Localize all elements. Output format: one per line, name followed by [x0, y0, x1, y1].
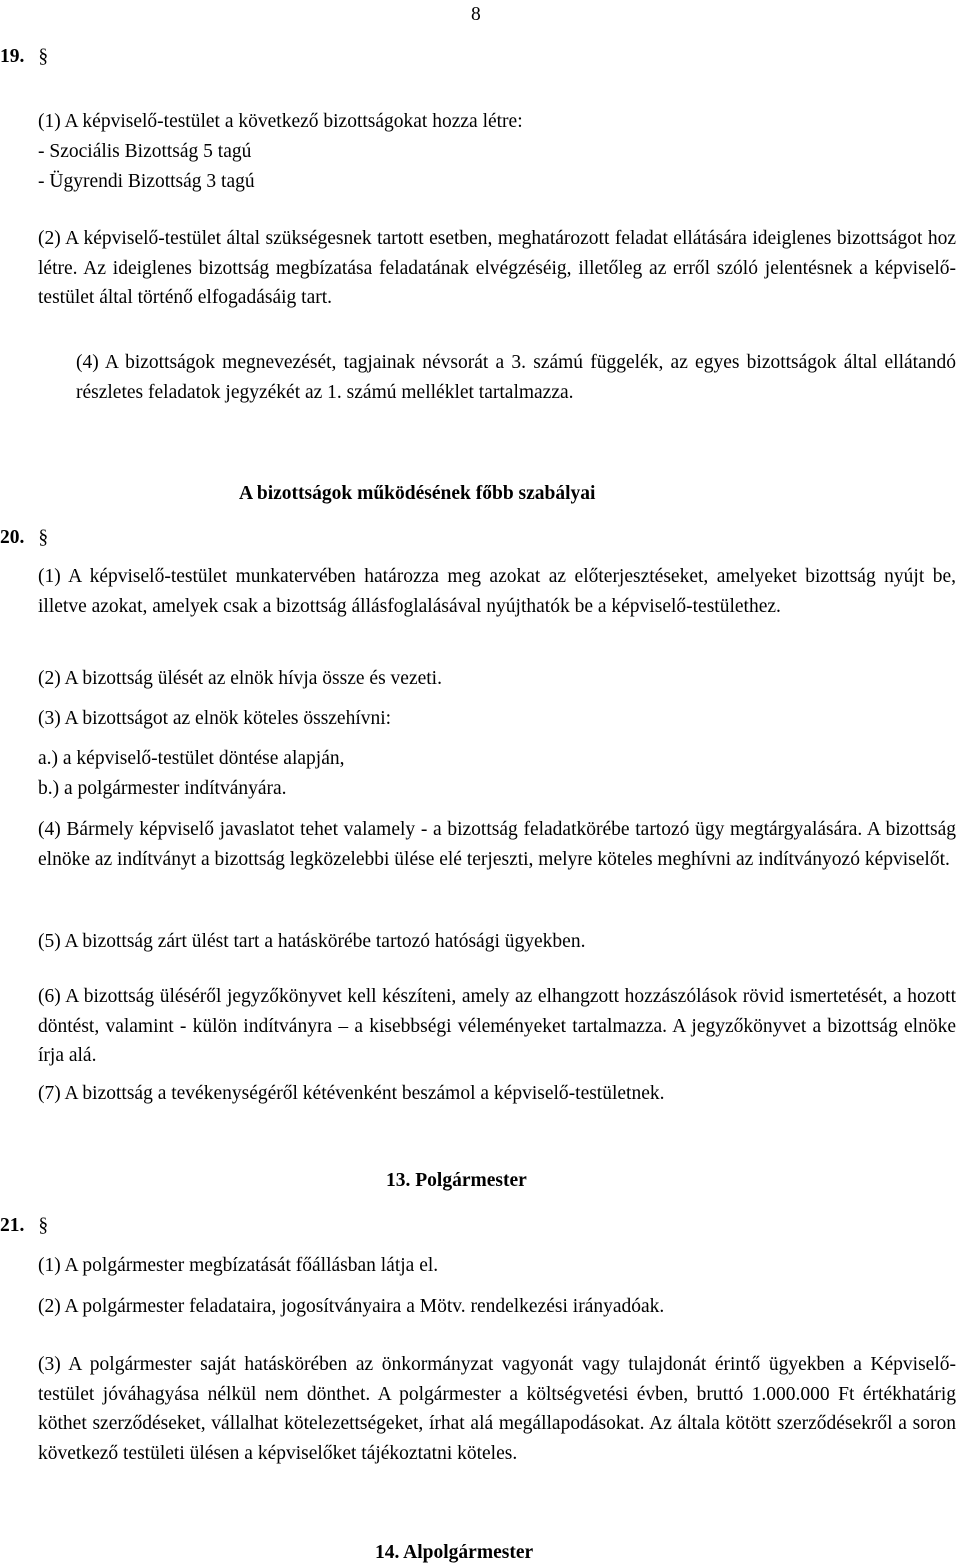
s20-paragraph-3a: a.) a képviselő-testület döntése alapján, [38, 748, 345, 769]
s19-p1-line3: - Ügyrendi Bizottság 3 tagú [38, 171, 255, 192]
s21-paragraph-2: (2) A polgármester feladataira, jogosítványaira a Mötv. rendelkezési irányadóak. [38, 1296, 665, 1317]
s20-paragraph-4: (4) Bármely képviselő javaslatot tehet valamely - a bizottság feladatkörébe tartozó ügy megtárgyalására. A bizottság elnöke az indítványt a bizottság legközelebbi ülése elé terjeszti, melyre köteles meghívni az indítványozó képviselőt. [38, 819, 956, 870]
s19-paragraph-2: (2) A képviselő-testület által szükségesnek tartott esetben, meghatározott feladat ellátására ideiglenes bizottságot hoz létre. Az ideiglenes bizottság megbízatása feladatának elvégzéséig, illetőleg az erről szóló jelentésnek a képviselő-testület által történő elfogadásáig tart. [38, 228, 956, 309]
section-number: 19. [0, 46, 25, 67]
s20-paragraph-6: (6) A bizottság üléséről jegyzőkönyvet kell készíteni, amely az elhangzott hozzászólások rövid ismertetését, a hozott döntést, valamint - külön indítványra – a kisebbségi véleményeket tartalmazza. A jegyzőkönyvet a bizottság elnöke írja alá. [38, 986, 956, 1067]
heading-deputy-mayor: 14. Alpolgármester [375, 1542, 534, 1563]
s20-paragraph-5: (5) A bizottság zárt ülést tart a hatáskörébe tartozó hatósági ügyekben. [38, 931, 586, 952]
section-21-number [0, 1211, 48, 1241]
s19-p1-line2: - Szociális Bizottság 5 tagú [38, 141, 252, 162]
s20-paragraph-1: (1) A képviselő-testület munkatervében határozza meg azokat az előterjesztéseket, amelyeket bizottság nyújt be, illetve azokat, amelyek csak a bizottság állásfoglalásával nyújthatók be a képviselő-testülethez. [38, 566, 956, 617]
section-19-number [0, 42, 48, 72]
section-20-number [0, 523, 48, 553]
heading-committee-rules: A bizottságok működésének főbb szabályai [239, 483, 596, 504]
s20-paragraph-3: (3) A bizottságot az elnök köteles összehívni: [38, 708, 392, 729]
s20-paragraph-2: (2) A bizottság ülését az elnök hívja össze és vezeti. [38, 668, 442, 689]
s20-paragraph-3b: b.) a polgármester indítványára. [38, 778, 287, 799]
s21-paragraph-3: (3) A polgármester saját hatáskörében az önkormányzat vagyonát vagy tulajdonát érintő ügyekben a Képviselő-testület jóváhagyása nélkül nem dönthet. A polgármester a költségvetési évben, bruttó 1.000.000 Ft értékhatárig köthet szerződéseket, vállalhat kötelezettségeket, írhat alá megállapodásokat. Az általa kötött szerződésekről a soron következő testületi ülésen a képviselőket tájékoztatni köteles. [38, 1354, 956, 1465]
section-symbol: § [38, 1215, 49, 1236]
s20-paragraph-7: (7) A bizottság a tevékenységéről kétévenként beszámol a képviselő-testületnek. [38, 1083, 665, 1104]
section-number: 20. [0, 527, 25, 548]
section-number: 21. [0, 1215, 25, 1236]
s19-paragraph-4: (4) A bizottságok megnevezését, tagjainak névsorát a 3. számú függelék, az egyes bizottságok által ellátandó részletes feladatok jegyzékét az 1. számú melléklet tartalmazza. [76, 352, 956, 403]
section-symbol: § [38, 527, 49, 548]
page-number: 8 [471, 4, 481, 25]
s21-paragraph-1: (1) A polgármester megbízatását főállásban látja el. [38, 1255, 439, 1276]
heading-mayor: 13. Polgármester [386, 1170, 527, 1191]
section-symbol: § [38, 46, 49, 67]
s19-p1-line1: (1) A képviselő-testület a következő bizottságokat hozza létre: [38, 111, 523, 132]
